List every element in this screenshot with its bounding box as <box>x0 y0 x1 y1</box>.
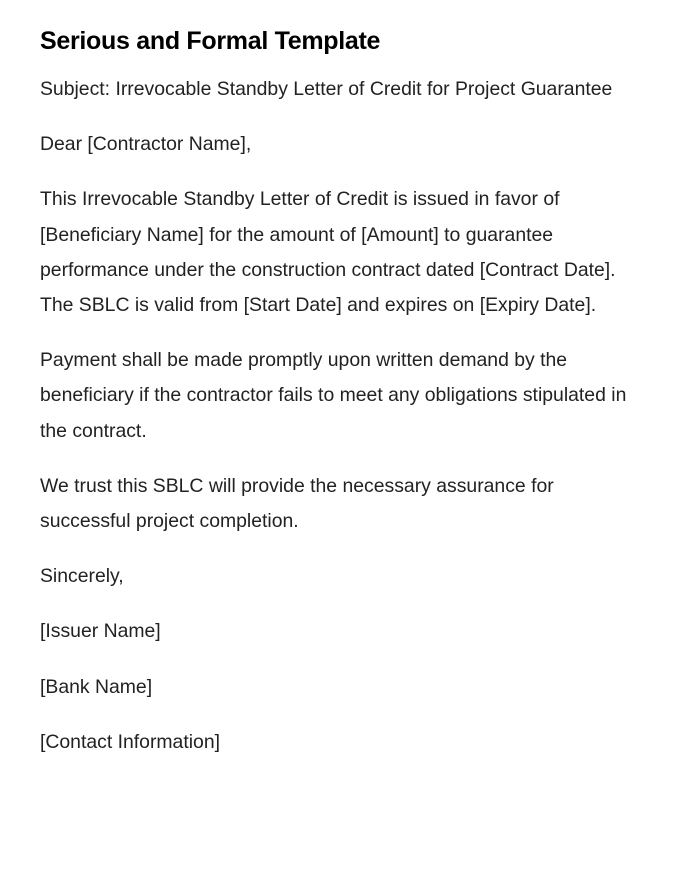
body-paragraph-payment: Payment shall be made promptly upon written demand by the beneficiary if the contractor fails to meet any obligations stipulated in the contract. <box>40 349 627 442</box>
page-title: Serious and Formal Template <box>40 27 381 55</box>
subject-line: Subject: Irrevocable Standby Letter of Credit for Project Guarantee <box>40 78 613 100</box>
salutation: Dear [Contractor Name], <box>40 133 252 156</box>
body-paragraph-assurance: We trust this SBLC will provide the necessary assurance for successful project completion. <box>40 474 554 533</box>
signature-issuer-name: [Issuer Name] <box>40 620 161 643</box>
signature-contact-info: [Contact Information] <box>40 730 220 753</box>
closing: Sincerely, <box>40 565 124 588</box>
body-paragraph-guarantee: This Irrevocable Standby Letter of Credit is issued in favor of [Beneficiary Name] for the amount of [Amount] to guarantee performance under the construction contract dated [Contract Date]. The SBLC is valid from [Start Date] and expires on [Expiry Date]. <box>40 188 616 317</box>
signature-bank-name: [Bank Name] <box>40 675 153 698</box>
